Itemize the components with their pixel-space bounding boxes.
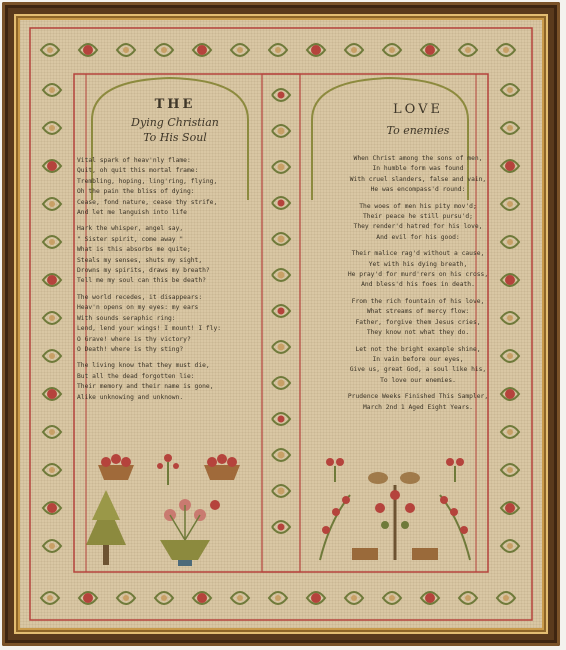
right_panel-line: In vain before our eyes, — [372, 355, 464, 363]
vine-leaf-motif — [459, 592, 477, 604]
left_panel-line: With sounds seraphic ring: — [77, 314, 176, 322]
left-poem — [77, 156, 221, 409]
center-vine-bud — [278, 308, 285, 315]
left_panel-line: Heav'n opens on my eyes: my ears — [77, 304, 199, 312]
right_panel-line: And evil for his good: — [376, 233, 460, 241]
vine-leaf-motif — [231, 44, 249, 56]
right_panel-line: When Christ among the sons of men, — [353, 155, 483, 162]
red-flower-motif — [193, 592, 211, 604]
right_panel-line: Let not the bright example shine, — [355, 345, 481, 353]
left_panel-line: Their memory and their name is gone, — [77, 383, 214, 391]
left_panel-line: And let me languish into life — [77, 209, 187, 217]
stanza-gap — [77, 403, 221, 409]
right_panel-line: What streams of mercy flow: — [366, 308, 470, 316]
right_panel-line: He was encompass'd round: — [370, 186, 466, 194]
center-vine-bud — [278, 344, 285, 351]
right-heading: LOVE — [393, 102, 443, 117]
vine-leaf-motif — [231, 592, 249, 604]
left-subtitle-2: To His Soul — [143, 131, 207, 144]
red-flower-motif — [79, 592, 97, 604]
center-vine-bud — [278, 128, 285, 135]
center-vine-bud — [278, 452, 285, 459]
left_panel-line: Vital spark of heav'nly flame: — [77, 157, 191, 164]
vine-leaf-motif — [383, 44, 401, 56]
left_panel-line: Cease, fond nature, cease thy strife, — [77, 198, 218, 206]
left_panel-line: What is this absorbs me quite; — [77, 246, 191, 254]
signature-line: March 2nd 1 Aged Eight Years. — [363, 403, 473, 411]
right_panel-line: He pray'd for murd'rers on his cross, — [347, 271, 489, 279]
left_panel-line: The living know that they must die, — [77, 362, 210, 370]
right_panel-line: From the rich fountain of his love, — [351, 297, 485, 305]
left_panel-line: Oh the pain the bliss of dying: — [77, 188, 195, 196]
red-flower-motif — [43, 502, 61, 514]
left-heading: THE — [154, 97, 196, 112]
center-vine-bud — [278, 200, 285, 207]
center-vine-bud — [278, 236, 285, 243]
right_panel-line: The woes of men his pity mov'd; — [359, 202, 477, 210]
right-subtitle: To enemies — [386, 124, 450, 137]
right_panel-line: They render'd hatred for his love, — [353, 223, 483, 231]
red-flower-motif — [43, 160, 61, 172]
right_panel-line: Their malice rag'd without a cause, — [351, 250, 485, 258]
left_panel-line: Drowns my spirits, draws my breath? — [77, 267, 210, 275]
vine-leaf-motif — [155, 592, 173, 604]
left-verse-panel — [75, 60, 275, 560]
right_panel-line: Give us, great God, a soul like his, — [349, 366, 487, 374]
left_panel-line: Trembling, hoping, ling'ring, flying, — [77, 177, 218, 185]
center-vine-bud — [278, 92, 285, 99]
vine-leaf-motif — [43, 350, 61, 362]
vine-leaf-motif — [345, 44, 363, 56]
left_panel-line: " Sister spirit, come away " — [77, 235, 184, 243]
vine-leaf-motif — [43, 84, 61, 96]
vine-leaf-motif — [43, 312, 61, 324]
red-flower-motif — [421, 44, 439, 56]
center-vine-bud — [278, 380, 285, 387]
vine-leaf-motif — [43, 236, 61, 248]
red-flower-motif — [43, 274, 61, 286]
center-vine-bud — [278, 488, 285, 495]
left_panel-line: But all the dead forgotten lie: — [77, 372, 195, 380]
vine-leaf-motif — [497, 44, 515, 56]
red-flower-motif — [421, 592, 439, 604]
center-vine-bud — [278, 164, 285, 171]
center-vine-bud — [278, 272, 285, 279]
right_panel-line: With cruel slanders, false and vain, — [349, 175, 487, 183]
left_panel-line: Steals my senses, shuts my sight, — [77, 256, 203, 264]
vine-leaf-motif — [41, 44, 59, 56]
left_panel-line: Lend, lend your wings! I mount! I fly: — [77, 325, 222, 333]
right_panel-line: In humble form was found — [372, 165, 464, 173]
vine-leaf-motif — [43, 540, 61, 552]
vine-leaf-motif — [383, 592, 401, 604]
right-verse-panel — [318, 60, 518, 560]
vine-leaf-motif — [269, 44, 287, 56]
vine-leaf-motif — [117, 592, 135, 604]
red-flower-motif — [79, 44, 97, 56]
red-flower-motif — [193, 44, 211, 56]
right_panel-line: To love our enemies. — [380, 376, 456, 384]
right-poem — [318, 154, 518, 413]
center-vine-bud — [278, 416, 285, 423]
red-flower-motif — [307, 592, 325, 604]
vine-leaf-motif — [43, 198, 61, 210]
vine-leaf-motif — [43, 464, 61, 476]
left_panel-line: Quit, oh quit this mortal frame: — [77, 167, 199, 175]
vine-leaf-motif — [43, 426, 61, 438]
signature-line: Prudence Weeks Finished This Sampler, — [347, 393, 489, 401]
center-vine-bud — [278, 524, 285, 531]
right_panel-line: And bless'd his foes in death. — [361, 281, 475, 289]
red-flower-motif — [307, 44, 325, 56]
vine-leaf-motif — [43, 122, 61, 134]
vine-leaf-motif — [345, 592, 363, 604]
left_panel-line: O Grave! where is thy victory? — [77, 335, 191, 343]
vine-leaf-motif — [155, 44, 173, 56]
left_panel-line: The world recedes, it disappears: — [77, 293, 203, 301]
left_panel-line: O Death! where is thy sting? — [77, 345, 184, 353]
left_panel-line: Alike unknowing and unknown. — [77, 393, 184, 401]
vine-leaf-motif — [459, 44, 477, 56]
vine-leaf-motif — [269, 592, 287, 604]
right_panel-line: Yet with his dying breath, — [368, 260, 468, 268]
vine-leaf-motif — [117, 44, 135, 56]
right_panel-line: Their peace he still pursu'd; — [363, 213, 473, 221]
vine-leaf-motif — [41, 592, 59, 604]
vine-leaf-motif — [497, 592, 515, 604]
left-subtitle-1: Dying Christian — [131, 116, 219, 129]
left_panel-line: Tell me my soul can this be death? — [77, 277, 206, 285]
right_panel-line: They know not what they do. — [366, 329, 470, 337]
red-flower-motif — [43, 388, 61, 400]
right_panel-line: Father, forgive them Jesus cries, — [355, 318, 481, 326]
left_panel-line: Hark the whisper, angel say, — [77, 225, 184, 233]
